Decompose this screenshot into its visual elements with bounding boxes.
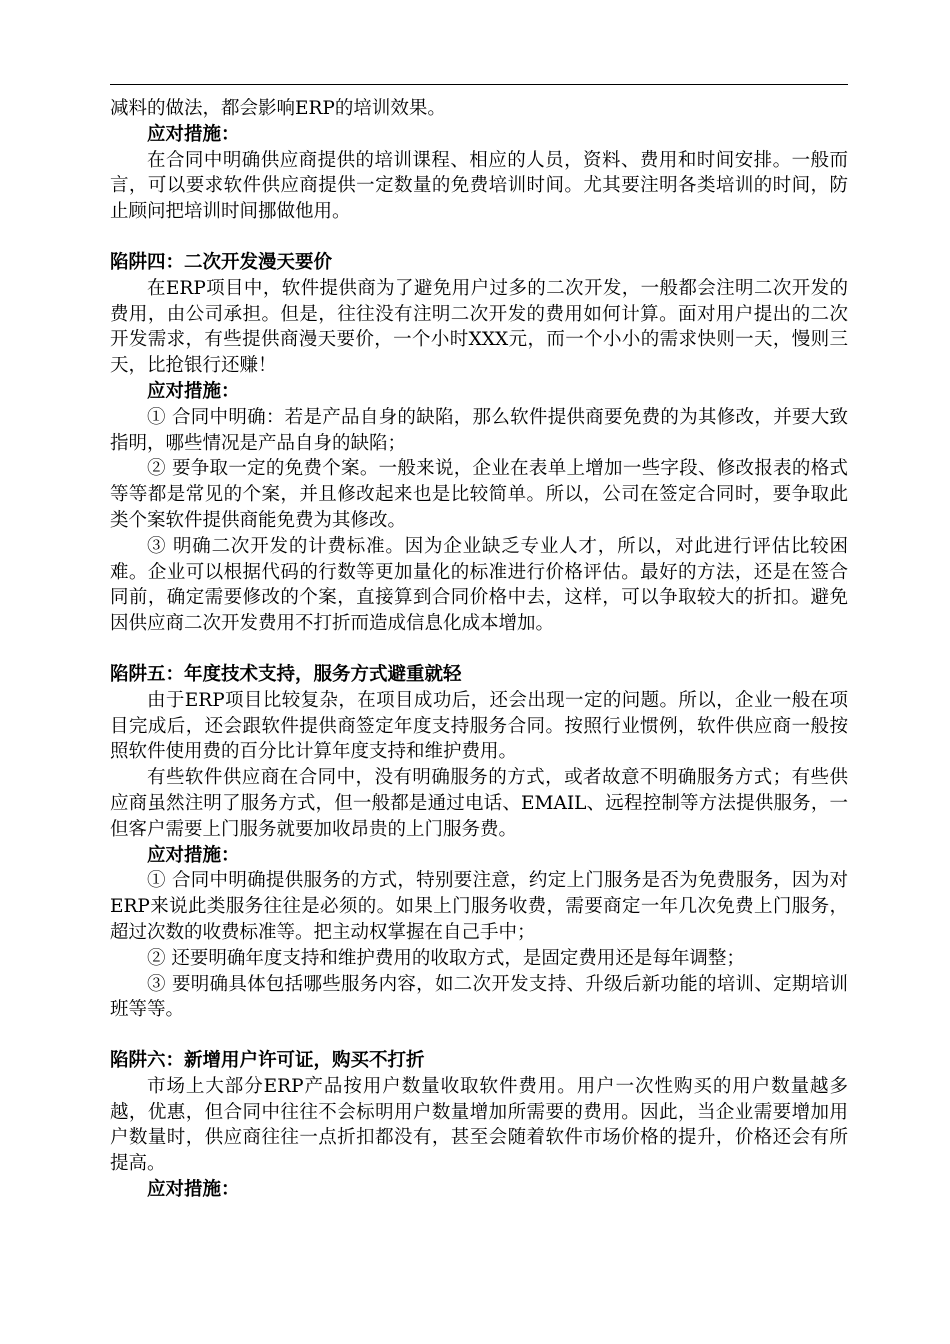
section-heading-trap-4: 陷阱四：二次开发漫天要价 (110, 251, 333, 273)
countermeasure-label: 应对措施： (147, 123, 240, 145)
paragraph-trap-5-item-3: ③ 要明确具体包括哪些服务内容，如二次开发支持、升级后新功能的培训、定期培训班等等。 (110, 973, 848, 1021)
countermeasure-label: 应对措施： (147, 844, 240, 866)
paragraph-trap-4-item-3: ③ 明确二次开发的计费标准。因为企业缺乏专业人才，所以，对此进行评估比较困难。企业可以根据代码的行数等更加量化的标准进行价格评估。最好的方法，还是在签合同前，确定需要修改的个案，直接算到合同价格中去，这样，可以争取较大的折扣。避免因供应商二次开发费用不打折而造成信息化成本增加。 (110, 535, 848, 635)
paragraph-trap-5-detail: 有些软件供应商在合同中，没有明确服务的方式，或者故意不明确服务方式；有些供应商虽然注明了服务方式，但一般都是通过电话、EMAIL、远程控制等方法提供服务，一但客户需要上门服务就要加收昂贵的上门服务费。 (110, 767, 848, 840)
paragraph-trap-4-item-1: ① 合同中明确：若是产品自身的缺陷，那么软件提供商要免费的为其修改，并要大致指明，哪些情况是产品自身的缺陷； (110, 406, 848, 454)
paragraph-training-end: 减料的做法，都会影响ERP的培训效果。 (110, 98, 446, 119)
paragraph-trap-5-intro: 由于ERP项目比较复杂，在项目成功后，还会出现一定的问题。所以，企业一般在项目完成后，还会跟软件提供商签定年度支持服务合同。按照行业惯例，软件供应商一般按照软件使用费的百分比计算年度支持和维护费用。 (110, 689, 848, 763)
paragraph-trap-5-item-1: ① 合同中明确提供服务的方式，特别要注意，约定上门服务是否为免费服务，因为对ERP来说此类服务往往是必须的。如果上门服务收费，需要商定一年几次免费上门服务，超过次数的收费标准等。把主动权掌握在自己手中； (110, 870, 848, 943)
paragraph-trap-4-item-2: ② 要争取一定的免费个案。一般来说，企业在表单上增加一些字段、修改报表的格式等等都是常见的个案，并且修改起来也是比较简单。所以，公司在签定合同时，要争取此类个案软件提供商能免费为其修改。 (110, 458, 848, 531)
paragraph-trap-5-item-2: ② 还要明确年度支持和维护费用的收取方式，是固定费用还是每年调整； (147, 947, 745, 969)
document-body (110, 96, 848, 1203)
paragraph-training-measure: 在合同中明确供应商提供的培训课程、相应的人员，资料、费用和时间安排。一般而言，可以要求软件供应商提供一定数量的免费培训时间。尤其要注明各类培训的时间，防止顾问把培训时间挪做他用。 (110, 149, 848, 223)
countermeasure-label: 应对措施： (147, 380, 240, 402)
header-rule (110, 84, 848, 85)
section-heading-trap-5: 陷阱五：年度技术支持，服务方式避重就轻 (110, 663, 462, 685)
countermeasure-label: 应对措施： (147, 1179, 240, 1201)
paragraph-trap-4-intro: 在ERP项目中，软件提供商为了避免用户过多的二次开发，一般都会注明二次开发的费用，由公司承担。但是，往往没有注明二次开发的费用如何计算。面对用户提出的二次开发需求，有些提供商漫天要价，一个小时XXX元，而一个小小的需求快则一天，慢则三天，比抢银行还赚！ (110, 277, 848, 377)
paragraph-trap-6-intro: 市场上大部分ERP产品按用户数量收取软件费用。用户一次性购买的用户数量越多越，优惠，但合同中往往不会标明用户数量增加所需要的费用。因此，当企业需要增加用户数量时，供应商往往一点折扣都没有，甚至会随着软件市场价格的提升，价格还会有所提高。 (110, 1075, 848, 1175)
section-heading-trap-6: 陷阱六：新增用户许可证，购买不打折 (110, 1050, 425, 1072)
